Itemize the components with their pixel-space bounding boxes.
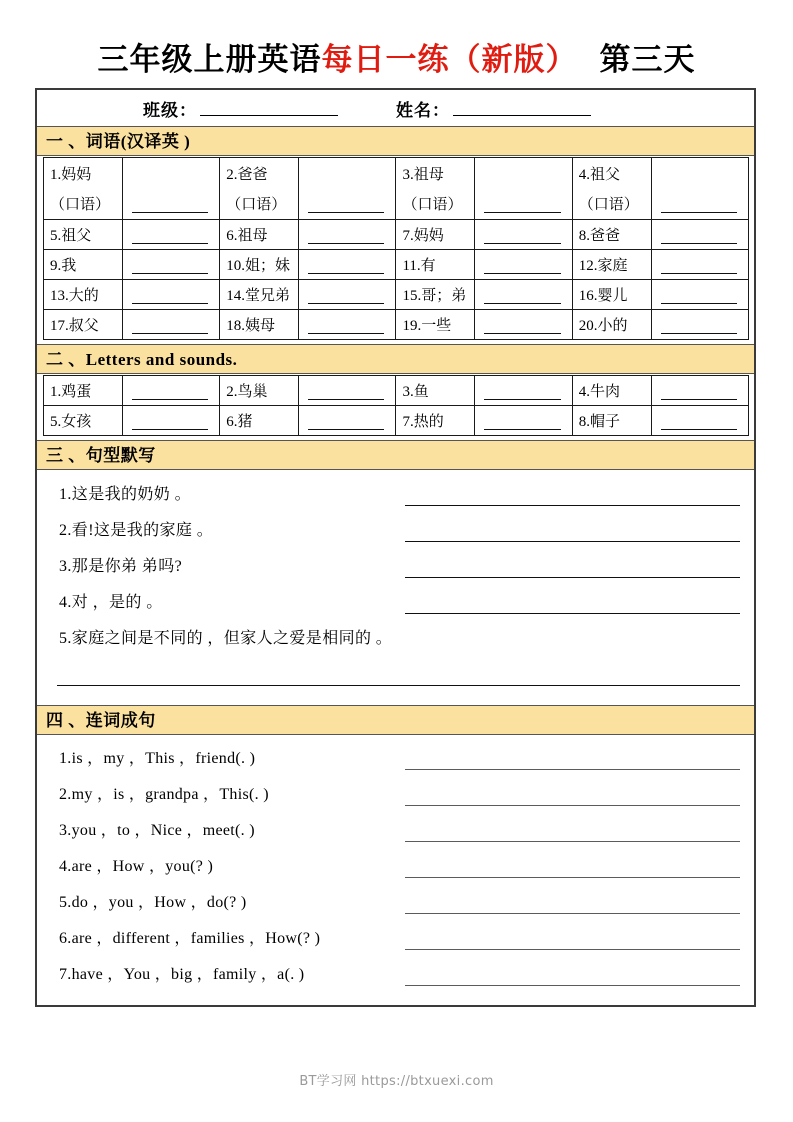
vocab-num: 4.: [578, 167, 590, 183]
vocab-cell-13: [44, 280, 123, 310]
dictation-text-3: 3.那是你弟 弟吗?: [59, 558, 183, 575]
vocab-cell-6: [220, 220, 299, 250]
class-input-blank[interactable]: [200, 100, 338, 116]
class-label: 班级：: [143, 100, 197, 120]
list-item: [37, 923, 754, 959]
reorder-text-6: 6.are ，different ，families ，How(? ): [59, 930, 321, 947]
vocab-num: 3.: [402, 167, 414, 183]
vocab-word: 祖母: [237, 228, 268, 244]
vocab-word: 堂兄弟: [244, 288, 290, 304]
vocab-cell-18: [220, 310, 299, 340]
vocab-num: 14.: [226, 288, 245, 304]
sound-word: 猪: [237, 414, 253, 430]
vocab-num: 17.: [50, 318, 69, 334]
section-2-table-wrap: [37, 374, 754, 440]
sound-cell-4: [572, 376, 651, 406]
vocab-word: 哥；弟: [421, 288, 467, 304]
vocab-word: 妈妈: [61, 167, 92, 183]
vocab-cell-7: [396, 220, 475, 250]
vocab-cell-15: [396, 280, 475, 310]
sound-cell-2: [220, 376, 299, 406]
reorder-answer-1[interactable]: [405, 769, 740, 770]
title-part-day: 第三天: [599, 42, 696, 77]
vocab-num: 20.: [578, 318, 598, 334]
vocab-answer-17[interactable]: [122, 310, 219, 340]
worksheet-sheet: [35, 88, 756, 1007]
vocab-num: 16.: [578, 288, 598, 304]
dictation-answer-3[interactable]: [405, 577, 740, 578]
vocab-cell-11: [396, 250, 475, 280]
list-item: [37, 551, 754, 587]
sound-word: 帽子: [589, 414, 620, 430]
list-item: [37, 959, 754, 995]
sound-word: 鸟巢: [237, 384, 268, 400]
vocab-note: （口语）: [402, 197, 463, 213]
list-item: [37, 887, 754, 923]
sound-cell-7: [396, 406, 475, 436]
sound-answer-5[interactable]: [122, 406, 219, 436]
dictation-text-5: 5.家庭之间是不同的 ，但家人之爱是相同的 。: [59, 630, 393, 647]
list-item: [37, 515, 754, 551]
vocab-cell-20: [572, 310, 651, 340]
vocab-cell-16: [572, 280, 651, 310]
title-part-highlight: 每日一练（新版）: [321, 42, 578, 77]
vocab-cell-9: [44, 250, 123, 280]
vocab-answer-4[interactable]: [651, 158, 748, 220]
reorder-answer-3[interactable]: [405, 841, 740, 842]
reorder-text-2: 2.my ，is ，grandpa ，This(. ): [59, 786, 269, 803]
sound-word: 鸡蛋: [61, 384, 92, 400]
sound-num: 1.: [50, 384, 62, 400]
vocab-answer-8[interactable]: [651, 220, 748, 250]
table-row: [44, 280, 749, 310]
sound-num: 7.: [402, 414, 414, 430]
dictation-answer-1[interactable]: [405, 505, 740, 506]
name-input-blank[interactable]: [453, 100, 591, 116]
vocab-cell-8: [572, 220, 651, 250]
section-2-heading: 二 、Letters and sounds.: [37, 344, 754, 374]
table-row: [44, 376, 749, 406]
vocab-cell-1: [44, 158, 123, 220]
section-1-table-wrap: [37, 156, 754, 344]
section-4-heading: 四 、连词成句: [37, 705, 754, 735]
vocab-answer-7[interactable]: [475, 220, 572, 250]
dictation-text-4: 4.对 ，是的 。: [59, 594, 163, 611]
list-item: [37, 623, 754, 701]
vocab-answer-6[interactable]: [299, 220, 396, 250]
vocab-word: 祖父: [589, 167, 620, 183]
vocab-word: 姐；妹: [244, 258, 290, 274]
reorder-answer-7[interactable]: [405, 985, 740, 986]
vocab-answer-15[interactable]: [475, 280, 572, 310]
section-1-heading: 一 、词语(汉译英 ): [37, 126, 754, 156]
vocab-word: 叔父: [68, 318, 99, 334]
sound-num: 8.: [578, 414, 590, 430]
dictation-answer-2[interactable]: [405, 541, 740, 542]
sound-cell-3: [396, 376, 475, 406]
vocab-cell-14: [220, 280, 299, 310]
dictation-answer-5[interactable]: [57, 685, 740, 686]
vocab-num: 12.: [578, 258, 598, 274]
vocab-answer-10[interactable]: [299, 250, 396, 280]
vocab-answer-11[interactable]: [475, 250, 572, 280]
title-part-grade: 三年级上册英语: [97, 42, 322, 77]
dictation-text-2: 2.看!这是我的家庭 。: [59, 522, 214, 539]
vocab-num: 18.: [226, 318, 245, 334]
vocab-word: 婴儿: [597, 288, 628, 304]
vocab-word: 爸爸: [237, 167, 268, 183]
vocab-cell-10: [220, 250, 299, 280]
vocab-num: 19.: [402, 318, 422, 334]
vocab-answer-9[interactable]: [122, 250, 219, 280]
vocab-note: （口语）: [50, 197, 111, 213]
letters-sounds-table: [43, 375, 749, 436]
table-row: [44, 406, 749, 436]
reorder-text-5: 5.do ，you ，How ，do(? ): [59, 894, 247, 911]
table-row: [44, 158, 749, 220]
reorder-text-4: 4.are ，How ，you(? ): [59, 858, 214, 875]
vocab-cell-5: [44, 220, 123, 250]
reorder-answer-4[interactable]: [405, 877, 740, 878]
sound-answer-6[interactable]: [299, 406, 396, 436]
vocab-answer-16[interactable]: [651, 280, 748, 310]
reorder-answer-5[interactable]: [405, 913, 740, 914]
reorder-list: [37, 735, 754, 1005]
list-item: [37, 815, 754, 851]
dictation-answer-4[interactable]: [405, 613, 740, 614]
table-row: [44, 250, 749, 280]
vocab-word: 大的: [68, 288, 99, 304]
vocab-table-cn-en: [43, 157, 749, 340]
vocab-num: 10.: [226, 258, 245, 274]
vocab-num: 7.: [402, 228, 414, 244]
sound-num: 2.: [226, 384, 238, 400]
vocab-cell-3: [396, 158, 475, 220]
vocab-word: 祖父: [61, 228, 92, 244]
sound-num: 3.: [402, 384, 414, 400]
reorder-text-7: 7.have ，You ，big ，family ，a(. ): [59, 966, 305, 983]
list-item: [37, 587, 754, 623]
vocab-answer-19[interactable]: [475, 310, 572, 340]
name-label: 姓名：: [396, 100, 450, 120]
vocab-word: 我: [61, 258, 77, 274]
reorder-answer-6[interactable]: [405, 949, 740, 950]
vocab-num: 8.: [578, 228, 590, 244]
vocab-word: 有: [420, 258, 436, 274]
vocab-note: （口语）: [226, 197, 287, 213]
vocab-word: 姨母: [244, 318, 275, 334]
vocab-num: 5.: [50, 228, 62, 244]
vocab-num: 15.: [402, 288, 422, 304]
sound-word: 女孩: [61, 414, 92, 430]
vocab-answer-13[interactable]: [122, 280, 219, 310]
list-item: [37, 743, 754, 779]
vocab-word: 小的: [597, 318, 628, 334]
vocab-answer-18[interactable]: [299, 310, 396, 340]
list-item: [37, 851, 754, 887]
dictation-list: [37, 470, 754, 705]
vocab-answer-20[interactable]: [651, 310, 748, 340]
dictation-text-1: 1.这是我的奶奶 。: [59, 486, 192, 503]
vocab-word: 祖母: [413, 167, 444, 183]
vocab-answer-12[interactable]: [651, 250, 748, 280]
sound-answer-7[interactable]: [475, 406, 572, 436]
vocab-answer-3[interactable]: [475, 158, 572, 220]
sound-cell-6: [220, 406, 299, 436]
vocab-word: 一些: [421, 318, 452, 334]
vocab-cell-19: [396, 310, 475, 340]
table-row: [44, 310, 749, 340]
vocab-answer-5[interactable]: [122, 220, 219, 250]
sound-answer-4[interactable]: [651, 376, 748, 406]
vocab-cell-4: [572, 158, 651, 220]
sound-answer-2[interactable]: [299, 376, 396, 406]
vocab-answer-14[interactable]: [299, 280, 396, 310]
vocab-cell-17: [44, 310, 123, 340]
section-3-heading: 三 、句型默写: [37, 440, 754, 470]
table-row: [44, 220, 749, 250]
sound-num: 6.: [226, 414, 238, 430]
sound-answer-3[interactable]: [475, 376, 572, 406]
sound-cell-8: [572, 406, 651, 436]
sound-answer-8[interactable]: [651, 406, 748, 436]
reorder-text-1: 1.is ，my ，This ，friend(. ): [59, 750, 256, 767]
reorder-text-3: 3.you ，to ，Nice ，meet(. ): [59, 822, 255, 839]
sound-cell-1: [44, 376, 123, 406]
vocab-num: 13.: [50, 288, 69, 304]
vocab-answer-2[interactable]: [299, 158, 396, 220]
list-item: [37, 779, 754, 815]
page-title: [0, 40, 793, 80]
vocab-num: 11.: [402, 258, 421, 274]
vocab-cell-2: [220, 158, 299, 220]
vocab-word: 爸爸: [589, 228, 620, 244]
sound-cell-5: [44, 406, 123, 436]
vocab-num: 2.: [226, 167, 238, 183]
sound-answer-1[interactable]: [122, 376, 219, 406]
sound-num: 5.: [50, 414, 62, 430]
vocab-num: 1.: [50, 167, 62, 183]
watermark-footer: BT学习网 https://btxuexi.com: [299, 1074, 494, 1089]
vocab-word: 妈妈: [413, 228, 444, 244]
vocab-num: 9.: [50, 258, 62, 274]
sound-word: 热的: [413, 414, 444, 430]
sound-num: 4.: [578, 384, 590, 400]
vocab-word: 家庭: [597, 258, 628, 274]
vocab-answer-1[interactable]: [122, 158, 219, 220]
vocab-cell-12: [572, 250, 651, 280]
vocab-num: 6.: [226, 228, 238, 244]
sound-word: 牛肉: [589, 384, 620, 400]
list-item: [37, 479, 754, 515]
sound-word: 鱼: [413, 384, 429, 400]
reorder-answer-2[interactable]: [405, 805, 740, 806]
student-info-row: [37, 90, 754, 126]
vocab-note: （口语）: [578, 197, 639, 213]
